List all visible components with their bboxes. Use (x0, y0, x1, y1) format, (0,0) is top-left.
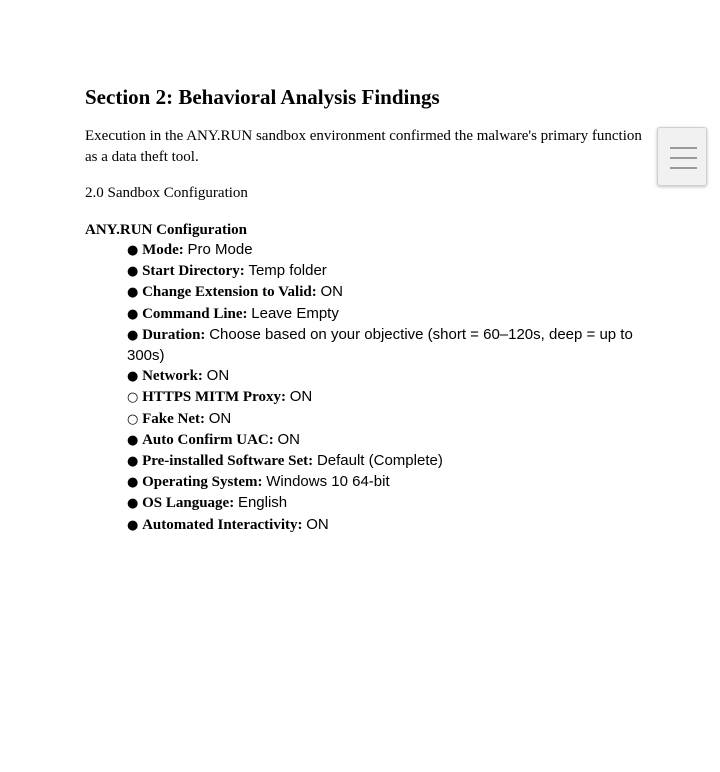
config-list (85, 240, 645, 536)
config-value: Pro Mode (187, 241, 253, 258)
config-value: Default (Complete) (316, 452, 443, 470)
config-item-mode (127, 240, 645, 261)
config-key: HTTPS MITM Proxy: (142, 389, 286, 406)
config-key: Mode: (142, 242, 184, 258)
config-key: Automated Interactivity: (142, 516, 303, 533)
config-item-https-mitm-proxy (127, 387, 645, 408)
config-key: Start Directory: (142, 263, 245, 280)
bullet-icon: ● (127, 517, 139, 533)
config-key: Command Line: (142, 305, 248, 322)
config-value: ON (277, 430, 300, 448)
subsection-title: 2.0 Sandbox Configuration (85, 185, 248, 201)
config-key: Auto Confirm UAC: (142, 431, 274, 448)
bullet-icon: ● (127, 285, 139, 301)
bullet-icon: ● (127, 432, 139, 448)
config-value: Leave Empty (251, 304, 339, 322)
config-item-auto-confirm-uac (127, 430, 645, 451)
config-value: Temp folder (248, 262, 327, 280)
config-item-change-extension (127, 282, 645, 303)
config-item-fake-net (127, 409, 645, 430)
bullet-icon: ● (127, 264, 139, 280)
config-value: Windows 10 64-bit (266, 473, 390, 491)
intro-paragraph: Execution in the ANY.RUN sandbox environment confirmed the malware's primary function as a data theft tool. (85, 128, 642, 165)
config-value: ON (206, 367, 230, 385)
config-item-start-directory (127, 261, 645, 282)
config-value: English (237, 494, 288, 512)
config-item-operating-system (127, 472, 645, 493)
bullet-icon: ● (127, 243, 139, 258)
config-value: Choose based on your objective (short = 60–120s, deep = up to 300s) (127, 325, 633, 365)
config-item-network (127, 366, 645, 387)
config-value: ON (306, 515, 329, 533)
config-key: Change Extension to Valid: (142, 284, 317, 301)
bullet-icon: ● (127, 496, 139, 512)
config-item-automated-interactivity (127, 515, 645, 536)
hollow-bullet-icon: ○ (127, 390, 139, 406)
bullet-icon: ● (127, 369, 139, 385)
config-value: ON (208, 409, 232, 427)
bullet-icon: ● (127, 327, 139, 343)
config-item-duration (127, 325, 645, 366)
section-heading: Section 2: Behavioral Analysis Findings (85, 85, 440, 109)
config-key: Pre-installed Software Set: (142, 453, 314, 470)
config-item-command-line (127, 304, 645, 325)
bullet-icon: ● (127, 306, 139, 322)
hollow-bullet-icon: ○ (127, 411, 139, 427)
config-key: Duration: (142, 326, 206, 343)
menu-button[interactable] (657, 127, 707, 186)
config-key: Network: (142, 368, 203, 385)
config-key: OS Language: (142, 495, 235, 512)
config-item-preinstalled-software (127, 451, 645, 472)
bullet-icon: ● (127, 475, 139, 491)
config-item-os-language (127, 493, 645, 514)
config-value: ON (320, 283, 343, 301)
config-key: Fake Net: (142, 410, 205, 427)
config-title: ANY.RUN Configuration (85, 222, 247, 238)
document-body (85, 84, 645, 536)
config-key: Operating System: (142, 474, 263, 491)
bullet-icon: ● (127, 454, 139, 470)
config-value: ON (289, 388, 313, 406)
